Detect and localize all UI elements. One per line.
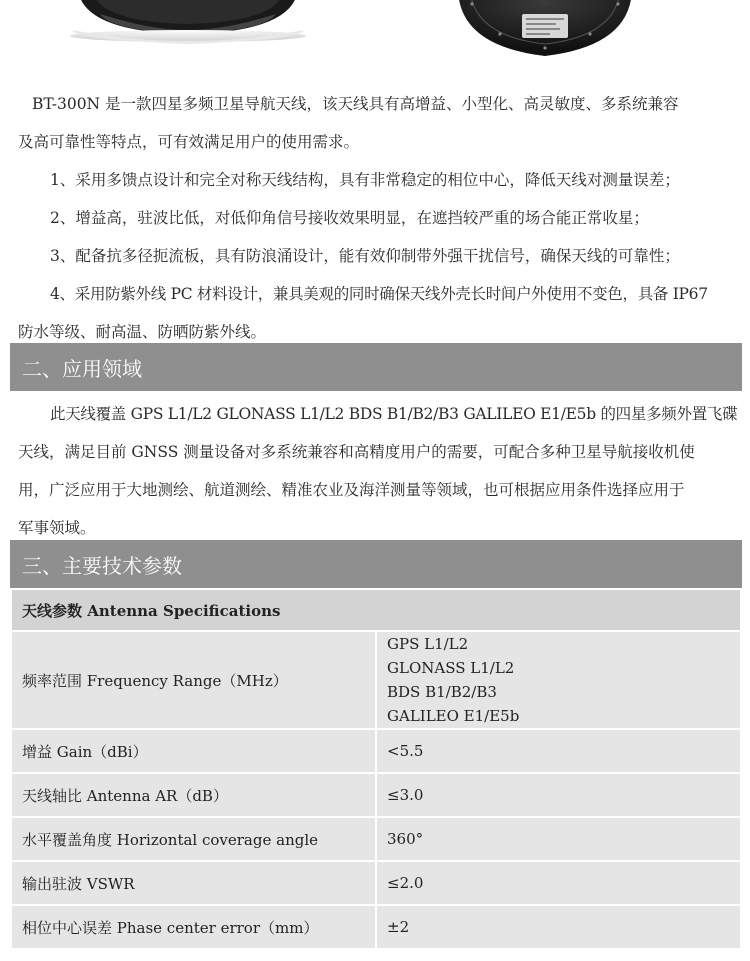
table-row bbox=[11, 729, 741, 773]
axial-ratio-value: ≤3.0 bbox=[376, 773, 741, 817]
product-photo bbox=[0, 0, 750, 88]
antenna-front-view bbox=[70, 0, 306, 44]
antenna-images bbox=[0, 0, 750, 88]
frequency-label: 频率范围 Frequency Range（MHz） bbox=[11, 631, 376, 729]
table-row bbox=[11, 905, 741, 949]
applications-line: 天线，满足目前 GNSS 测量设备对多系统兼容和高精度用户的需要，可配合多种卫星导航接收机使 bbox=[18, 443, 695, 461]
table-row bbox=[11, 861, 741, 905]
feature-4-cont: 防水等级、耐高温、防晒防紫外线。 bbox=[18, 323, 267, 341]
coverage-angle-label: 水平覆盖角度 Horizontal coverage angle bbox=[11, 817, 376, 861]
frequency-values bbox=[376, 631, 741, 729]
section-header-applications bbox=[10, 343, 742, 391]
axial-ratio-label: 天线轴比 Antenna AR（dB） bbox=[11, 773, 376, 817]
phase-center-value: ±2 bbox=[376, 905, 741, 949]
specs-table bbox=[10, 588, 742, 950]
table-row bbox=[11, 631, 741, 729]
gain-label: 增益 Gain（dBi） bbox=[11, 729, 376, 773]
coverage-angle-value: 360° bbox=[376, 817, 741, 861]
table-header: 天线参数 Antenna Specifications bbox=[11, 589, 741, 631]
feature-4: 4、采用防紫外线 PC 材料设计，兼具美观的同时确保天线外壳长时间户外使用不变色，具备 IP67 bbox=[50, 285, 708, 303]
applications-line: 此天线覆盖 GPS L1/L2 GLONASS L1/L2 BDS B1/B2/B3 GALILEO E1/E5b 的四星多频外置飞碟 bbox=[50, 405, 738, 423]
frequency-value: GLONASS L1/L2 bbox=[387, 659, 515, 677]
applications-line: 用，广泛应用于大地测绘、航道测绘、精准农业及海洋测量等领域，也可根据应用条件选择应用于 bbox=[18, 481, 685, 499]
section-title: 二、应用领域 bbox=[22, 356, 142, 381]
phase-center-label: 相位中心误差 Phase center error（mm） bbox=[11, 905, 376, 949]
feature-3: 3、配备抗多径扼流板，具有防浪涌设计，能有效仰制带外强干扰信号，确保天线的可靠性； bbox=[50, 247, 680, 265]
table-header-row bbox=[11, 589, 741, 631]
table-row bbox=[11, 817, 741, 861]
intro-line: 及高可靠性等特点，可有效满足用户的使用需求。 bbox=[18, 133, 360, 151]
feature-1: 1、采用多馈点设计和完全对称天线结构，具有非常稳定的相位中心，降低天线对测量误差； bbox=[50, 171, 680, 189]
vswr-label: 输出驻波 VSWR bbox=[11, 861, 376, 905]
section-header-specs bbox=[10, 540, 742, 588]
frequency-value: BDS B1/B2/B3 bbox=[387, 683, 497, 701]
applications-line: 军事领域。 bbox=[18, 519, 96, 537]
intro-line: BT-300N 是一款四星多频卫星导航天线，该天线具有高增益、小型化、高灵敏度、多系统兼容 bbox=[32, 95, 679, 113]
frequency-value: GPS L1/L2 bbox=[387, 635, 469, 653]
table-row bbox=[11, 773, 741, 817]
feature-2: 2、增益高，驻波比低，对低仰角信号接收效果明显，在遮挡较严重的场合能正常收星； bbox=[50, 209, 649, 227]
section-title: 三、主要技术参数 bbox=[22, 553, 182, 578]
frequency-value: GALILEO E1/E5b bbox=[387, 707, 520, 725]
vswr-value: ≤2.0 bbox=[376, 861, 741, 905]
antenna-bottom-view bbox=[458, 0, 632, 56]
gain-value: <5.5 bbox=[376, 729, 741, 773]
